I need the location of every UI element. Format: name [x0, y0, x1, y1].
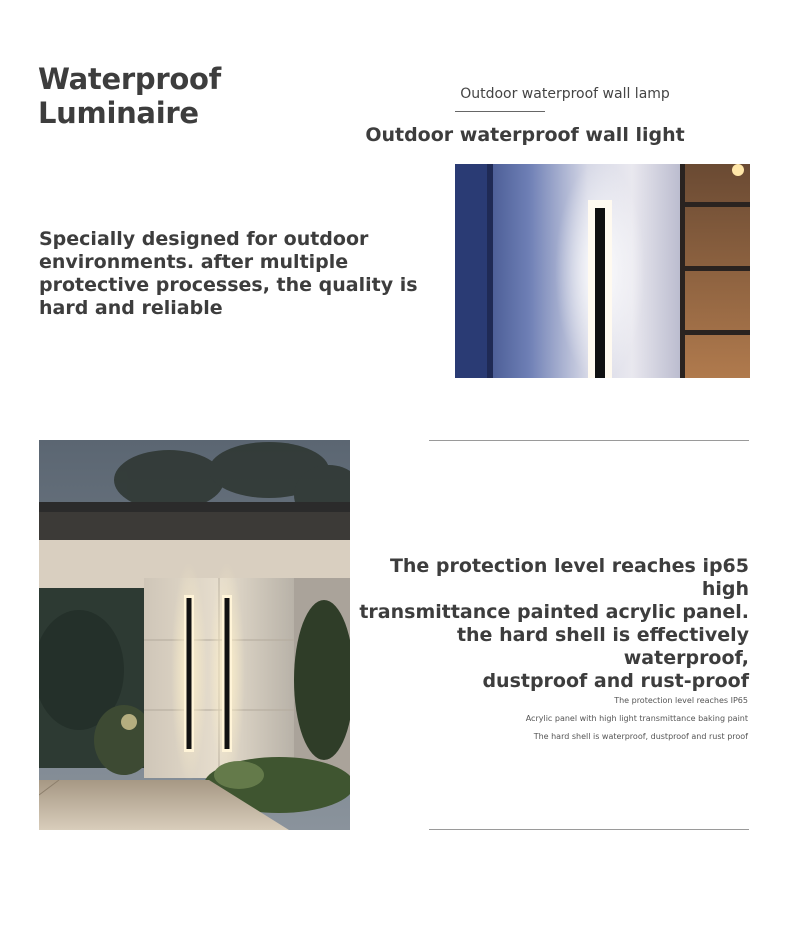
description-left: Specially designed for outdoor environments. after multiple protective processes, the quality is hard and reliable — [39, 228, 418, 319]
subtitle-small: Outdoor waterproof wall lamp — [460, 86, 670, 102]
description-right-line-2: transmittance painted acrylic panel. — [359, 601, 749, 623]
section-heading: Outdoor waterproof wall light — [365, 124, 685, 146]
description-right-line-1: The protection level reaches ip65 high — [389, 555, 749, 600]
description-right-line-3: the hard shell is effectively waterproof, — [456, 624, 749, 669]
title-line-2: Luminaire — [38, 96, 199, 130]
divider-bottom — [429, 829, 749, 830]
feature-note: Acrylic panel with high light transmittance baking paint — [525, 714, 748, 723]
feature-note: The protection level reaches IP65 — [614, 696, 748, 705]
description-right-line-4: dustproof and rust-proof — [482, 670, 749, 692]
title-line-1: Waterproof — [38, 62, 221, 96]
divider-top — [429, 440, 749, 441]
feature-notes — [430, 692, 748, 746]
page-title — [38, 62, 298, 130]
entrance-lamps-photo — [39, 440, 350, 830]
description-right — [340, 555, 749, 693]
wall-lamp-photo — [455, 164, 750, 378]
feature-note: The hard shell is waterproof, dustproof and rust proof — [533, 732, 748, 741]
subtitle-underline — [455, 111, 545, 112]
